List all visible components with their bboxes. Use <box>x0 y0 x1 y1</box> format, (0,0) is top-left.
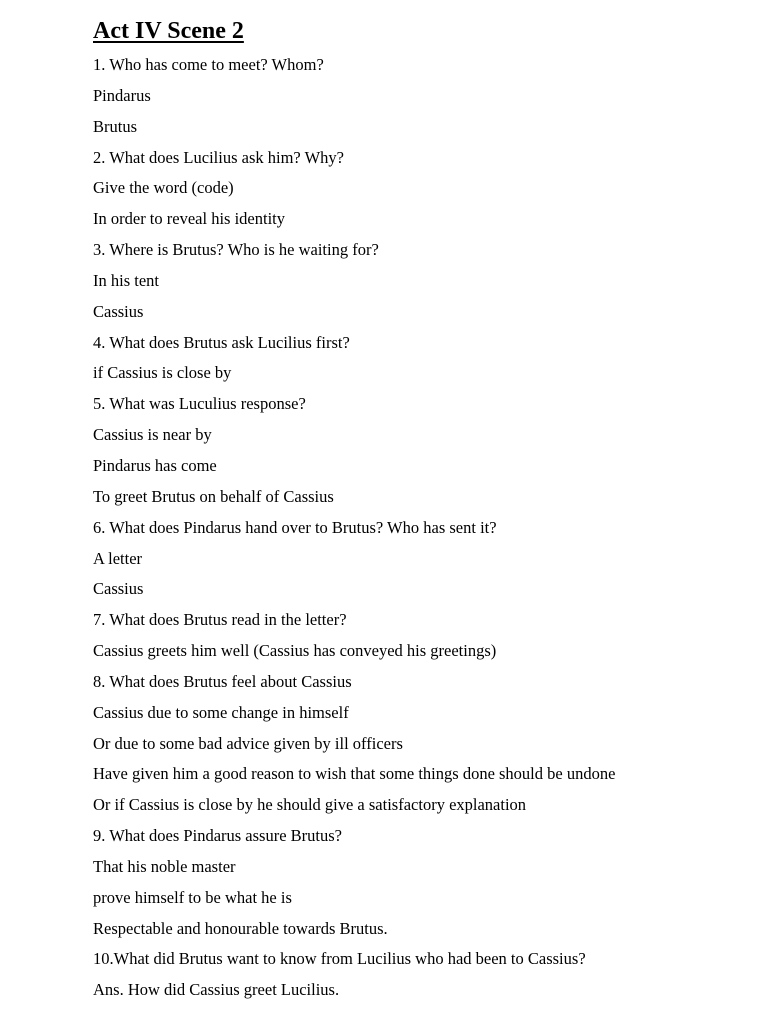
answer-line: Have given him a good reason to wish that some things done should be undone <box>93 764 616 784</box>
answer-line: Or due to some bad advice given by ill officers <box>93 733 403 753</box>
answer-line: Ans. How did Cassius greet Lucilius. <box>93 980 340 1000</box>
answer-line: That his noble master <box>93 856 236 876</box>
answer-line: Cassius <box>93 301 144 321</box>
answer-line: Or if Cassius is close by he should give a satisfactory explanation <box>93 795 527 815</box>
answer-line: Cassius greets him well (Cassius has conveyed his greetings) <box>93 641 497 661</box>
answer-line: In his tent <box>93 270 159 290</box>
answer-line: Give the word (code) <box>93 178 234 198</box>
answer-line: Cassius due to some change in himself <box>93 702 349 722</box>
document-page <box>93 14 753 1006</box>
question-10: 10.What did Brutus want to know from Lucilius who had been to Cassius? <box>93 949 586 969</box>
answer-line: if Cassius is close by <box>93 363 232 383</box>
question-2: 2. What does Lucilius ask him? Why? <box>93 147 344 167</box>
question-9: 9. What does Pindarus assure Brutus? <box>93 826 342 846</box>
question-8: 8. What does Brutus feel about Cassius <box>93 671 352 691</box>
answer-line: Pindarus <box>93 85 151 105</box>
question-7: 7. What does Brutus read in the letter? <box>93 610 347 630</box>
page-title: Act IV Scene 2 <box>93 18 244 44</box>
question-4: 4. What does Brutus ask Lucilius first? <box>93 332 350 352</box>
answer-line: Pindarus has come <box>93 455 217 475</box>
answer-line: Cassius <box>93 579 144 599</box>
answer-line: A letter <box>93 548 143 568</box>
answer-line: Respectable and honourable towards Brutus. <box>93 918 388 938</box>
answer-line: Cassius is near by <box>93 425 212 445</box>
answer-line: prove himself to be what he is <box>93 887 292 907</box>
answer-line: To greet Brutus on behalf of Cassius <box>93 486 334 506</box>
question-3: 3. Where is Brutus? Who is he waiting for? <box>93 240 379 260</box>
question-6: 6. What does Pindarus hand over to Brutus? Who has sent it? <box>93 517 497 537</box>
answer-line: Brutus <box>93 116 138 136</box>
answer-line: In order to reveal his identity <box>93 209 285 229</box>
question-1: 1. Who has come to meet? Whom? <box>93 55 324 74</box>
question-5: 5. What was Luculius response? <box>93 394 306 414</box>
qa-list <box>93 50 753 1006</box>
